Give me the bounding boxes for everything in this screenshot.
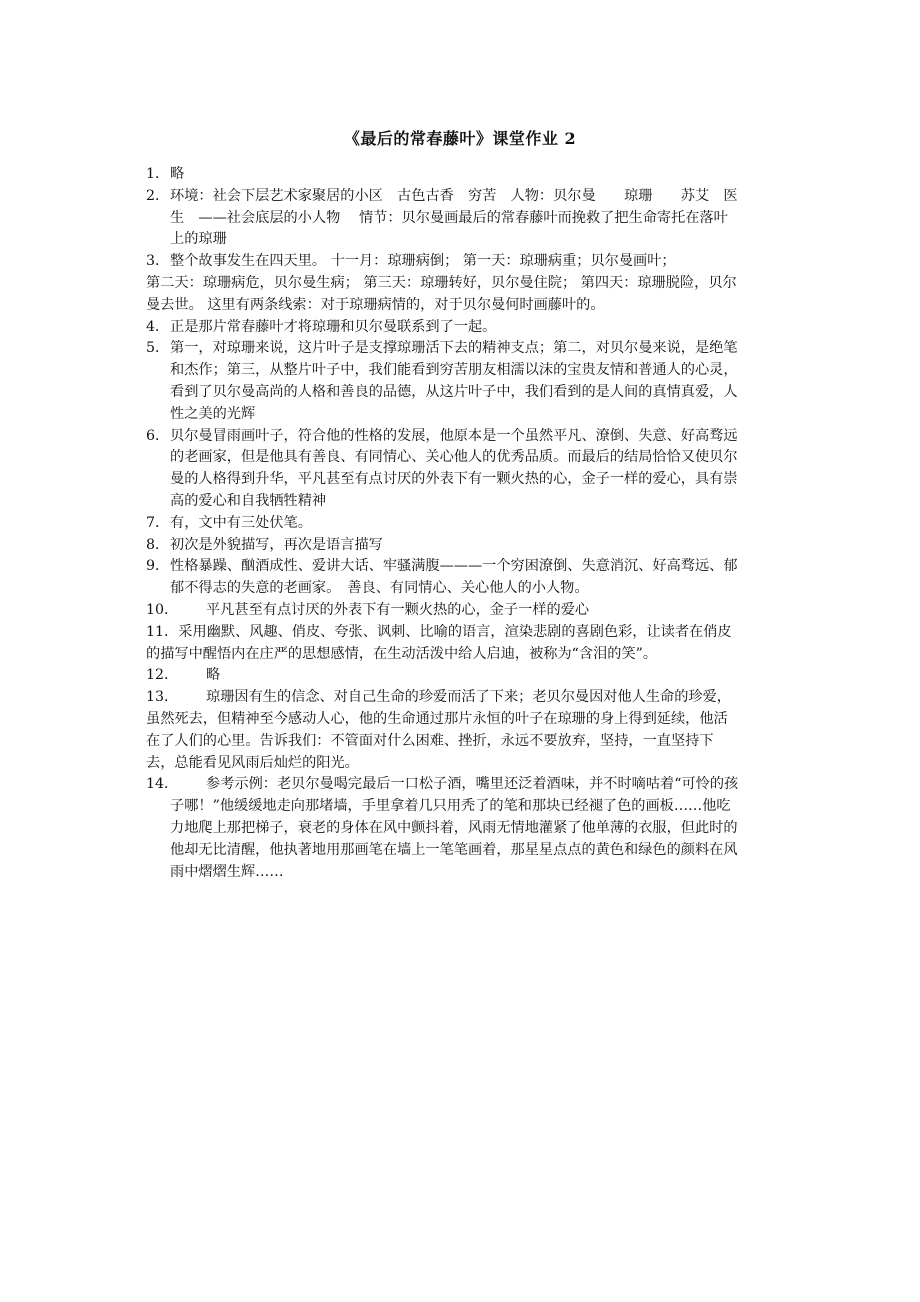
answer-item-8: [146, 535, 740, 557]
item-number: 2．: [146, 187, 170, 204]
item-text: 采用幽默、风趣、俏皮、夸张、讽刺、比喻的语言，渲染悲剧的喜剧色彩，让读者在俏皮的描写中醒悟内在庄严的思想感情，在生动活泼中给人启迪，被称为“含泪的笑”。: [146, 623, 732, 662]
answer-item-3-continued: [146, 273, 740, 317]
item-number: 6．: [146, 427, 170, 444]
item-text: 性格暴躁、酗酒成性、爱讲大话、牢骚满腹———一个穷困潦倒、失意消沉、好高骛远、郁郁不得志的失意的老画家。 善良、有同情心、关心他人的小人物。: [170, 558, 738, 597]
item-text: 环境：社会下层艺术家聚居的小区 古色古香 穷苦 人物：贝尔曼 琼珊 苏艾 医生 ——社会底层的小人物 情节：贝尔曼画最后的常春藤叶而挽救了把生命寄托在落叶上的琼珊: [170, 187, 738, 248]
item-number: 14．: [146, 776, 179, 793]
item-text: 有，文中有三处伏笔。: [170, 514, 312, 531]
answer-item-9: [146, 556, 740, 600]
answer-item-5: [146, 338, 740, 425]
item-text: 参考示例：老贝尔曼喝完最后一口松子酒，嘴里还泛着酒味，并不时嘀咕着“可怜的孩子哪！”他缓缓地走向那堵墙，手里拿着几只用秃了的笔和那块已经褪了色的画板……他吃力地爬上那把梯子，衰老的身体在风中颤抖着，风雨无情地灌紧了他单薄的衣服，但此时的他却无比清醒，他执著地用那画笔在墙上一笔笔画着，那星星点点的黄色和绿色的颜料在风雨中熠熠生辉……: [170, 776, 739, 880]
item-text: 平凡甚至有点讨厌的外表下有一颗火热的心，金子一样的爱心: [206, 601, 590, 618]
item-text: 琼珊因有生的信念、对自己生命的珍爱而活了下来；老贝尔曼因对他人生命的珍爱，虽然死去，但精神至今感动人心，他的生命通过那片永恒的叶子在琼珊的身上得到延续，他活在了人们的心里。告诉我们：不管面对什么困难、挫折，永远不要放弃，坚持，一直坚持下去，总能看见风雨后灿烂的阳光。: [146, 689, 731, 771]
answer-item-6: [146, 426, 740, 513]
answer-item-11: [146, 622, 740, 666]
item-text: 初次是外貌描写，再次是语言描写: [170, 536, 383, 553]
item-number: 9．: [146, 558, 170, 575]
answer-item-3: [146, 251, 740, 273]
item-text: 第一，对琼珊来说，这片叶子是支撑琼珊活下去的精神支点；第二，对贝尔曼来说，是绝笔和杰作；第三，从整片叶子中，我们能看到穷苦朋友相濡以沫的宝贵友情和普通人的心灵，看到了贝尔曼高尚的人格和善良的品德，从这片叶子中，我们看到的是人间的真情真爱，人性之美的光辉: [170, 340, 738, 422]
item-number: 8．: [146, 536, 170, 553]
answer-item-10: [146, 600, 740, 622]
item-number: 7．: [146, 514, 170, 531]
item-number: 13．: [146, 689, 179, 706]
item-number: 12．: [146, 667, 179, 684]
item-number: 1．: [146, 166, 170, 182]
answer-item-12: [146, 665, 740, 687]
answer-item-1: [146, 164, 740, 186]
item-number: 5．: [146, 340, 170, 357]
item-text: 整个故事发生在四天里。 十一月：琼珊病倒； 第一天：琼珊病重；贝尔曼画叶；: [170, 253, 676, 270]
item-text: 贝尔曼冒雨画叶子，符合他的性格的发展，他原本是一个虽然平凡、潦倒、失意、好高骛远的老画家，但是他具有善良、有同情心、关心他人的优秀品质。而最后的结局恰恰又使贝尔曼的人格得到升华，平凡甚至有点讨厌的外表下有一颗火热的心，金子一样的爱心，具有崇高的爱心和自我牺牲精神: [170, 427, 738, 509]
answer-item-7: [146, 513, 740, 535]
item-number: 10．: [146, 601, 179, 618]
item-number: 4．: [146, 318, 170, 335]
answer-item-4: [146, 317, 740, 339]
item-number: 3．: [146, 253, 170, 270]
answer-list: [146, 164, 740, 883]
answer-item-13: [146, 687, 740, 774]
item-text: 第二天：琼珊病危，贝尔曼生病； 第三天：琼珊转好，贝尔曼住院； 第四天：琼珊脱险，贝尔曼去世。 这里有两条线索：对于琼珊病情的，对于贝尔曼何时画藤叶的。: [146, 274, 737, 313]
answer-item-14: [146, 774, 740, 883]
page-title: 《最后的常春藤叶》课堂作业 2: [343, 129, 577, 148]
item-text: 略: [206, 667, 221, 684]
item-number: 11．: [146, 623, 179, 640]
item-text: 正是那片常春藤叶才将琼珊和贝尔曼联系到了一起。: [170, 318, 497, 335]
answer-item-2: [146, 186, 740, 251]
item-text: 略: [170, 166, 185, 182]
